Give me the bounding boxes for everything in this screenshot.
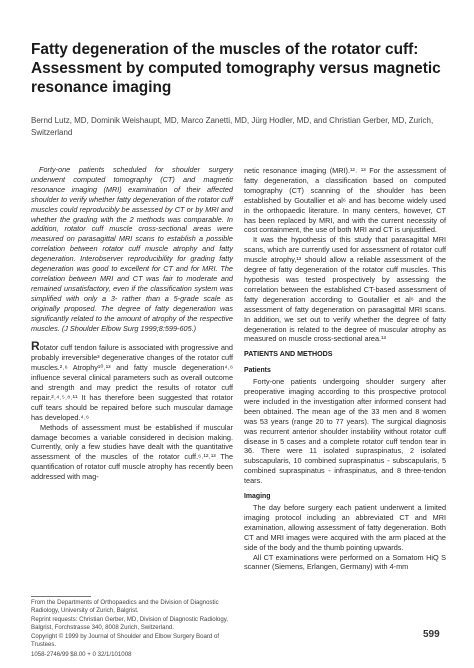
subsection-heading-imaging: Imaging xyxy=(244,493,271,501)
footnote-divider xyxy=(31,596,91,597)
introduction xyxy=(31,339,233,482)
subsection-heading-patients: Patients xyxy=(244,367,271,375)
abstract xyxy=(31,165,233,333)
left-column xyxy=(31,165,233,482)
footnote-affiliation: From the Departments of Orthopaedics and the Division of Diagnostic Radiology, University of Zurich, Balgrist. xyxy=(31,599,219,615)
footnote-reprint: Reprint requests: Christian Gerber, MD, Division of Diagnostic Radiology, Balgrist, Forchstrasse 340, 8008 Zurich, Switzerland. xyxy=(31,616,228,632)
section-heading-methods: PATIENTS AND METHODS xyxy=(244,350,333,359)
right-paragraph-2: It was the hypothesis of this study that parasagittal MRI scans, which are currently used for assessment of rotator cuff muscle atrophy,¹³ should allow a reliable assessment of the degree of fatty degeneration of the rotator cuff muscles. This hypothesis was tested prospectively by assessing the correlation between the established CT-based assessment of fatty degeneration according to Goutallier et al⁶ and the assessment of fatty degeneration on parasagittal MRI scans. In addition, we set out to verify whether the degree of fatty degeneration is related to the degree of muscular atrophy as measured on muscle cross-sectional area.¹³ xyxy=(244,235,446,344)
intro-paragraph-1 xyxy=(31,339,233,422)
page-number: 599 xyxy=(423,629,440,640)
intro-paragraph-2: Methods of assessment must be established if muscular damage becomes a variable considered in decision making. Currently, only a few studies have dealt with the quantitative assessment of the muscles of the rotator cuff.⁶˒¹²˒¹³ The quantification of rotator cuff muscle atrophy has recently been addressed with mag- xyxy=(31,422,233,482)
author-list: Bernd Lutz, MD, Dominik Weishaupt, MD, Marco Zanetti, MD, Jürg Hodler, MD, and Christian Gerber, MD, Zurich, Switzerland xyxy=(31,116,434,137)
imaging-paragraph-2: All CT examinations were performed on a Somatom HiQ S scanner (Siemens, Erlangen, Germany) with 4-mm xyxy=(244,552,446,572)
patients-paragraph: Forty-one patients undergoing shoulder surgery after preoperative imaging according to this prospective protocol were included in the investigation after informed consent had been obtained. The mean age of the 33 men and 8 women was 53 years (range 20 to 77 years). The surgical diagnosis was recurrent anterior shoulder instability without rotator cuff disease in 5 cases and a complete rotator cuff tendon tear in 36. There were 11 isolated supraspinatus, 2 isolated subscapularis, 10 combined supraspinatus - subscapularis, 5 combined supraspinatus - infraspinatus, and 8 three-tendon tears. xyxy=(244,377,446,486)
footnotes xyxy=(31,599,233,660)
footnote-copyright: Copyright © 1999 by Journal of Shoulder and Elbow Surgery Board of Trustees. xyxy=(31,633,220,649)
right-column xyxy=(244,166,446,572)
footnote-issn: 1058-2746/99 $8.00 + 0 32/1/101008 xyxy=(31,650,132,658)
abstract-text: Forty-one patients scheduled for shoulder surgery underwent computed tomography (CT) and magnetic resonance imaging (MRI) examination of their affected shoulder to verify whether fatty degeneration of the rotator cuff muscles could reproducibly be assessed by CT or by MRI and whether the grading with the 2 methods was comparable. In addition, rotator cuff muscle cross-sectional areas were measured on parasagittal MRI scans to establish a possible correlation between rotator cuff muscle atrophy and fatty degeneration. Interobserver reproducibility for grading fatty degeneration was good to excellent for CT and for MRI. The correlation between MRI and CT was fair to moderate and remained unsatisfactory, even if the classification system was simplified with only a 3- rather than a 5-grade scale as originally proposed. The degree of fatty degeneration was significantly related to the amount of atrophy of the respective muscles. (J Shoulder Elbow Surg 1999;8:599-605.) xyxy=(31,165,233,333)
right-paragraph-1: netic resonance imaging (MRI).¹²˒ ¹³ For the assessment of fatty degeneration, a classification based on computed tomography (CT) scanning of the shoulder has been established by Goutallier et al⁶ and has become widely used in the orthopaedic literature. In many centers, however, CT has been replaced by MRI, and with the current necessity of cost containment, the use of both MRI and CT is unjustified. xyxy=(244,166,446,235)
article-title: Fatty degeneration of the muscles of the rotator cuff: Assessment by computed tomography versus magnetic resonance imaging xyxy=(31,41,441,96)
intro-paragraph-1-text: otator cuff tendon failure is associated with progressive and probably irreversible³ degenerative changes of the rotator cuff muscles.²˒⁶ Atrophy¹⁰˒¹³ and fatty muscle degeneration⁴˒⁶ influence several clinical parameters such as overall outcome and strength and may predict the results of rotator cuff repair.²˒⁴˒⁵˒⁸˒¹¹ It has therefore been suggested that rotator cuff tears should be repaired before such muscular damage has developed.⁴˒⁶ xyxy=(31,343,233,422)
imaging-paragraph-1: The day before surgery each patient underwent a limited imaging protocol including an abbreviated CT and MRI examination, allowing assessment of fatty degeneration. Both CT and MRI images were acquired with the arm placed at the side of the body and the thumb pointing upwards. xyxy=(244,503,446,552)
drop-cap: R xyxy=(31,339,40,354)
